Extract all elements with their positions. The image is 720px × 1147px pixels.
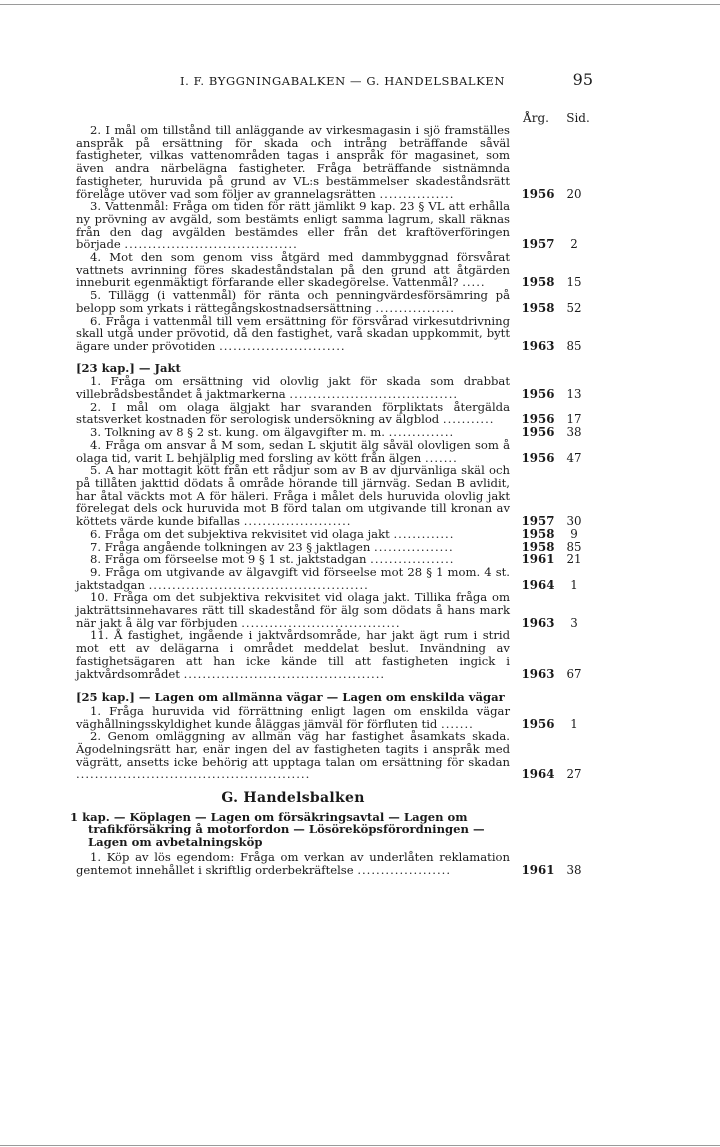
entry-year: 1957 bbox=[521, 237, 555, 252]
entry-page: 1 bbox=[570, 577, 578, 592]
entry-page: 3 bbox=[570, 615, 578, 630]
bottom-rule bbox=[0, 1145, 720, 1146]
entry-page: 38 bbox=[566, 425, 582, 440]
year-column-heading: Årg. bbox=[523, 111, 549, 125]
index-entry bbox=[76, 289, 600, 314]
entry-year: 1956 bbox=[521, 716, 555, 731]
entry-text: 1. Fråga om ersättning vid olovlig jakt för skada som drabbat villebrådsbeståndet å jaktmarkerna .................................... bbox=[76, 374, 510, 402]
entry-page: 17 bbox=[566, 412, 582, 427]
entry-text: 8. Fråga om förseelse mot 9 § 1 st. jaktstadgan .................. bbox=[90, 552, 455, 567]
entry-text: 2. I mål om tillstånd till anläggande av virkesmagasin i sjö framställes anspråk på ersättning för skada och intrång beträffande såväl fastigheter, vilkas vattenområden tagas i anspråk för magasinet, som även andra närbelägna fastigheter. Fråga beträffande sistnämnda fastigheter, huruvida på grund av VL:s bestämmelser skadeståndsrätt förelåge utöver vad som följer av grannelagsrätten ................ bbox=[76, 123, 510, 201]
entries-group-kop bbox=[76, 851, 600, 876]
entry-year: 1958 bbox=[521, 539, 555, 554]
entry-page: 9 bbox=[570, 526, 578, 541]
entry-text: 4. Mot den som genom viss åtgärd med dammbyggnad försvårat vattnets avrinning föres skadeståndstalan på den grund att åtgärden inneburit egenmäktigt förfarande eller skadegörelse. Vattenmål? ..... bbox=[76, 250, 510, 290]
index-entry bbox=[76, 401, 600, 426]
entry-year: 1956 bbox=[521, 412, 555, 427]
entry-page: 47 bbox=[566, 450, 582, 465]
entry-text: 2. Genom omläggning av allmän väg har fastighet åsamkats skada. Ägodelningsrätt har, enär ingen del av fastigheten tagits i anspråk med vägrätt, ansetts icke behörig att upptaga talan om ersättning för skadan .................................................. bbox=[76, 729, 510, 782]
entry-year: 1961 bbox=[521, 862, 555, 877]
top-rule bbox=[0, 4, 720, 5]
entry-page: 30 bbox=[566, 514, 582, 529]
entry-text: 5. A har mottagit kött från ett rådjur som av B av djurvänliga skäl och på tillåten jakttid dödats å område hörande till järnväg. Sedan B avlidit, har åtal väckts mot A för häleri. Fråga i målet dels huruvida olovlig jakt förelegat dels ock huruvida mot B förd talan om utgivande till kronan av köttets värde kunde bifallas ....................... bbox=[76, 463, 510, 529]
entry-text: 7. Fråga angående tolkningen av 23 § jaktlagen ................. bbox=[90, 539, 454, 554]
index-entry bbox=[76, 851, 600, 876]
section-title-handelsbalken: G. Handelsbalken bbox=[221, 790, 365, 807]
entry-text: 9. Fråga om utgivande av älgavgift vid förseelse mot 28 § 1 mom. 4 st. jaktstadgan ............................................... bbox=[76, 564, 510, 592]
index-entry bbox=[76, 566, 600, 591]
index-entry bbox=[76, 705, 600, 730]
entry-year: 1958 bbox=[521, 526, 555, 541]
page-number: 95 bbox=[572, 70, 593, 89]
entry-year: 1956 bbox=[521, 186, 555, 201]
entry-text: 3. Tolkning av 8 § 2 st. kung. om älgavgifter m. m. .............. bbox=[90, 425, 455, 440]
entry-page: 85 bbox=[566, 338, 582, 353]
entry-year: 1956 bbox=[521, 387, 555, 402]
entry-text: 10. Fråga om det subjektiva rekvisitet vid olaga jakt. Tillika fråga om jakträttsinnehavares rätt till skadestånd för älg som dödats å hans mark när jakt å älg var förbjuden .................................. bbox=[76, 590, 510, 630]
index-entry bbox=[76, 591, 600, 629]
index-entry bbox=[76, 730, 600, 781]
entry-page: 85 bbox=[566, 539, 582, 554]
entry-text: 1. Fråga huruvida vid förrättning enligt lagen om enskilda vägar väghållningsskyldighet kunde åläggas jämväl för förfluten tid ....... bbox=[76, 703, 510, 731]
index-entry bbox=[76, 439, 600, 464]
entry-year: 1958 bbox=[521, 275, 555, 290]
entry-text: 1. Köp av lös egendom: Fråga om verkan av underlåten reklamation gentemot innehållet i skriftlig orderbekräftelse .................... bbox=[76, 850, 510, 877]
index-entry bbox=[76, 251, 600, 289]
entry-page: 67 bbox=[566, 666, 582, 681]
entry-text: 6. Fråga om det subjektiva rekvisitet vid olaga jakt ............. bbox=[90, 526, 455, 541]
entry-year: 1963 bbox=[521, 615, 555, 630]
entry-year: 1963 bbox=[521, 666, 555, 681]
entry-year: 1958 bbox=[521, 300, 555, 315]
entry-page: 13 bbox=[566, 387, 582, 402]
page-column-heading: Sid. bbox=[566, 111, 590, 125]
entry-page: 27 bbox=[566, 767, 582, 782]
entry-year: 1956 bbox=[521, 450, 555, 465]
entries-group-jakt bbox=[76, 375, 600, 680]
section-heading-1-kap: 1 kap. — Köplagen — Lagen om försäkringsavtal — Lagen om trafikförsäkring å motorfordon — Lösöreköpsförordningen — Lagen om avbetalningsköp bbox=[70, 809, 485, 849]
index-entry bbox=[76, 200, 600, 251]
entry-year: 1964 bbox=[521, 577, 555, 592]
index-entry bbox=[76, 629, 600, 680]
index-entry bbox=[76, 464, 600, 528]
entry-text: 5. Tillägg (i vattenmål) för ränta och penningvärdesförsämring på belopp som yrkats i rättegångskostnadsersättning ................. bbox=[76, 288, 510, 315]
entry-text: 6. Fråga i vattenmål till vem ersättning för försvårad virkesutdrivning skall utgå under prövotid, då den fastighet, varå skadan uppkommit, bytt ägare under prövotiden ........................... bbox=[76, 313, 510, 353]
entry-year: 1963 bbox=[521, 338, 555, 353]
entry-year: 1964 bbox=[521, 767, 555, 782]
entry-year: 1957 bbox=[521, 514, 555, 529]
index-entry bbox=[76, 375, 600, 400]
section-heading-25-kap: [25 kap.] — Lagen om allmänna vägar — Lagen om enskilda vägar bbox=[76, 690, 505, 705]
entry-page: 2 bbox=[570, 237, 578, 252]
entry-text: 11. Å fastighet, ingående i jaktvårdsområde, har jakt ägt rum i strid mot ett av delägarna i området meddelat beslut. Invändning av fastighetsägaren att han icke kände till att fastigheten ingick i jaktvårdsområdet ........................................... bbox=[76, 628, 510, 681]
entry-text: 2. I mål om olaga älgjakt har svaranden förpliktats återgälda statsverket kostnaden för serologisk undersökning av älgblod ........... bbox=[76, 399, 510, 427]
entries-group-vagar bbox=[76, 705, 600, 781]
index-entry bbox=[76, 124, 600, 200]
entry-page: 38 bbox=[566, 862, 582, 877]
entry-page: 52 bbox=[566, 300, 582, 315]
entry-year: 1961 bbox=[521, 552, 555, 567]
index-body bbox=[70, 123, 600, 877]
entries-group-vattenmal bbox=[76, 124, 600, 353]
running-header: I. F. BYGGNINGABALKEN — G. HANDELSBALKEN bbox=[179, 74, 506, 88]
entry-page: 20 bbox=[566, 186, 582, 201]
entry-page: 15 bbox=[566, 275, 582, 290]
entry-year: 1956 bbox=[521, 425, 555, 440]
entry-text: 4. Fråga om ansvar å M som, sedan L skjutit älg såväl olovligen som å olaga tid, varit L behjälplig med forsling av kött från älgen ....... bbox=[76, 437, 510, 465]
entry-page: 21 bbox=[566, 552, 582, 567]
entry-text: 3. Vattenmål: Fråga om tiden för rätt jämlikt 9 kap. 23 § VL att erhålla ny prövning av avgäld, som bestämts enligt samma lagrum, skall räknas från den dag avgälden bestämdes eller från det kraftöverföringen började ..................................... bbox=[76, 199, 510, 252]
index-entry bbox=[76, 315, 600, 353]
section-heading-23-kap: [23 kap.] — Jakt bbox=[76, 360, 181, 375]
entry-page: 1 bbox=[570, 716, 578, 731]
